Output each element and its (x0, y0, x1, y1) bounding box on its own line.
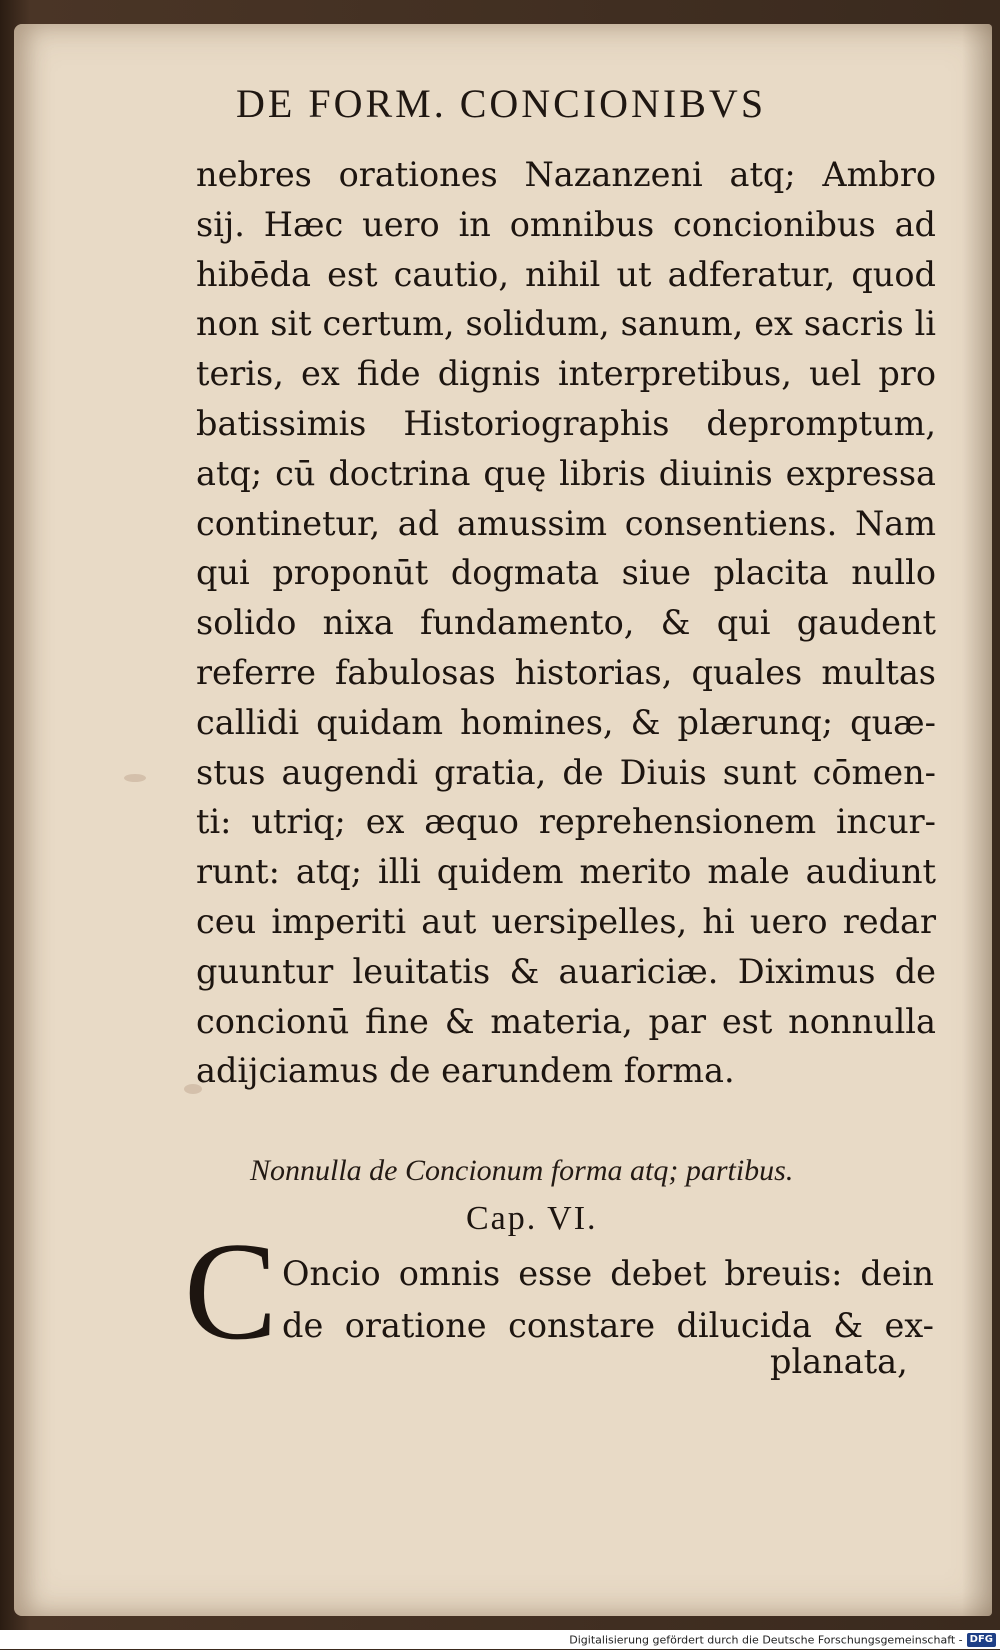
text-line: batissimis Historiographis depromptum, (196, 403, 936, 443)
text-line: non sit certum, solidum, sanum, ex sacris li (196, 304, 936, 344)
running-head: DE FORM. CONCIONIBVS (236, 81, 767, 126)
footer-text: Digitalisierung gefördert durch die Deutsche Forschungsgemeinschaft - (569, 1633, 963, 1647)
body-text (196, 150, 936, 1096)
text-line: callidi quidam homines, & plærunq; quæ- (196, 702, 936, 742)
section-heading: Nonnulla de Concionum forma atq; partibus. (250, 1154, 794, 1187)
text-line: referre fabulosas historias, quales multas (196, 652, 936, 692)
text-line: guuntur leuitatis & auariciæ. Diximus de (196, 951, 936, 991)
catchword: planata, (770, 1342, 908, 1381)
text-line: hibēda est cautio, nihil ut adferatur, quod (196, 254, 936, 294)
chapter-label: Cap. VI. (466, 1200, 598, 1237)
text-line: Oncio omnis esse debet breuis: dein (282, 1254, 934, 1293)
digitization-footer (0, 1630, 1000, 1649)
text-line: atq; cū doctrina quę libris diuinis expressa (196, 453, 936, 493)
drop-cap-initial: C (184, 1214, 278, 1369)
chapter-text (282, 1248, 934, 1352)
text-line: stus augendi gratia, de Diuis sunt cōmen- (196, 752, 936, 792)
text-line: teris, ex fide dignis interpretibus, uel pro (196, 354, 936, 394)
text-line: continetur, ad amussim consentiens. Nam (196, 503, 936, 543)
text-line: concionū fine & materia, par est nonnulla (196, 1001, 936, 1041)
dfg-logo-icon: DFG (967, 1633, 996, 1647)
text-line: adijciamus de earundem forma. (196, 1051, 735, 1091)
foxing-stain (124, 774, 146, 782)
text-line: runt: atq; illi quidem merito male audiunt (196, 852, 936, 892)
text-line: ceu imperiti aut uersipelles, hi uero redar (196, 901, 936, 941)
text-line: sij. Hæc uero in omnibus concionibus ad (196, 204, 936, 244)
text-line: nebres orationes Nazanzeni atq; Ambro (196, 155, 936, 194)
text-line: ti: utriq; ex æquo reprehensionem incur- (196, 802, 936, 842)
text-line: de oratione constare dilucida & ex- (282, 1306, 934, 1345)
text-line: solido nixa fundamento, & qui gaudent (196, 603, 936, 643)
text-line: qui proponūt dogmata siue placita nullo (196, 553, 936, 593)
